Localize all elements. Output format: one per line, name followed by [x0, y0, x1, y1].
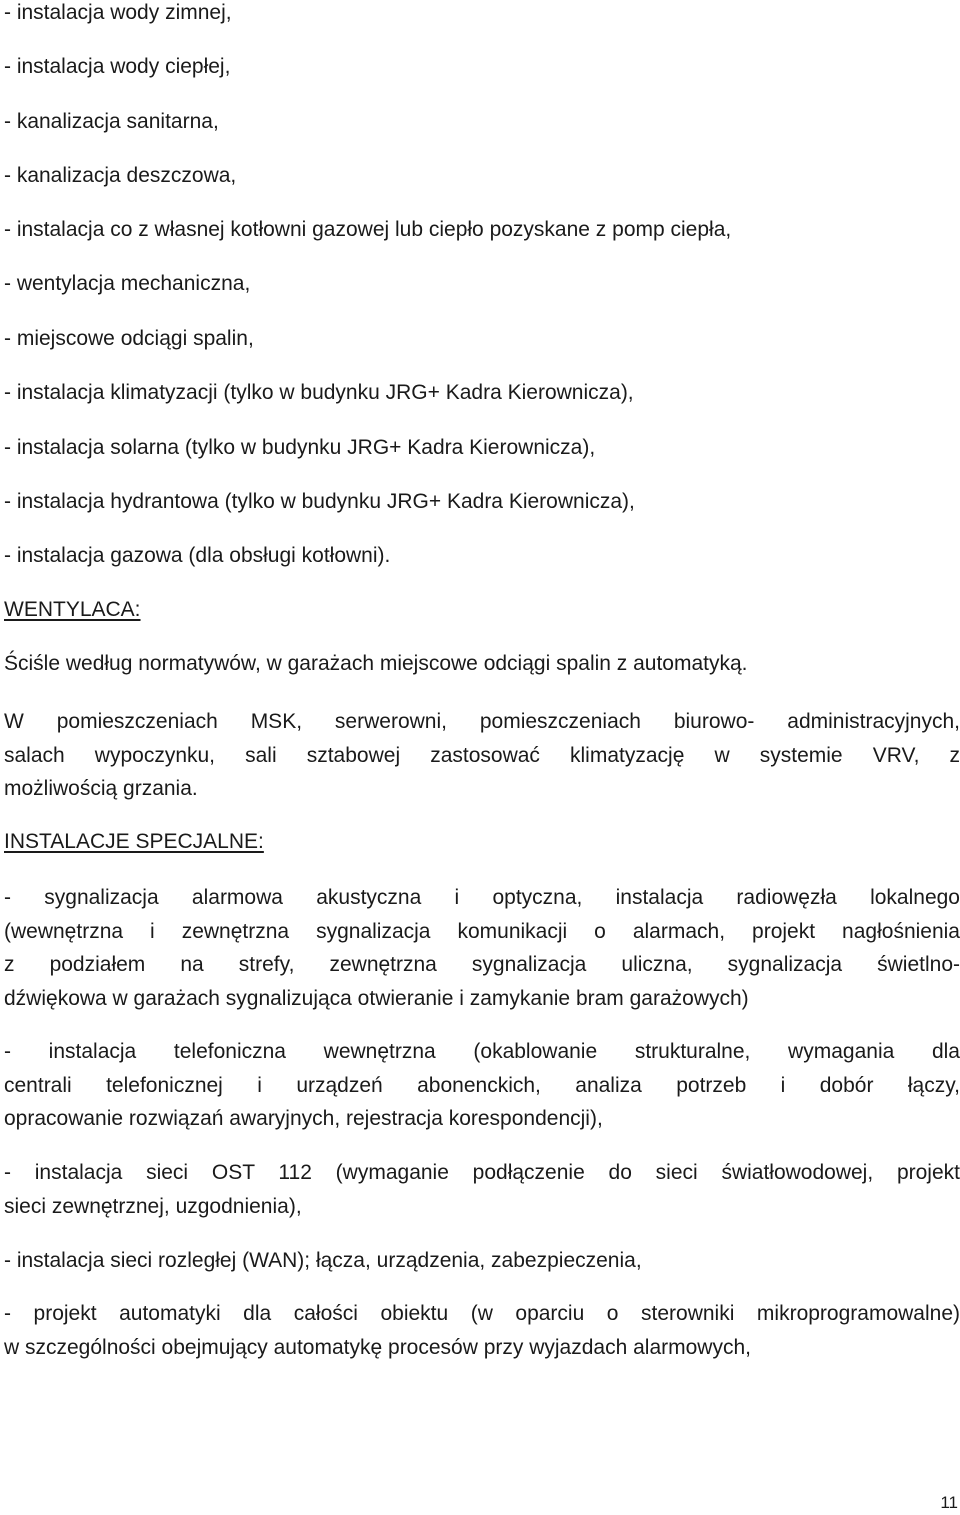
list-item: - miejscowe odciągi spalin, — [4, 327, 254, 350]
paragraph-line: - projekt automatyki dla całości obiektu (w oparciu o sterowniki mikroprogramowalne) — [4, 1302, 960, 1325]
list-item: - instalacja hydrantowa (tylko w budynku JRG+ Kadra Kierownicza), — [4, 490, 635, 513]
list-item: - instalacja gazowa (dla obsługi kotłowni). — [4, 544, 391, 567]
paragraph-line: z podziałem na strefy, zewnętrzna sygnalizacja uliczna, sygnalizacja świetlno- — [4, 953, 960, 976]
ventilation-heading: WENTYLACA: — [4, 598, 141, 621]
paragraph-line: (wewnętrzna i zewnętrzna sygnalizacja komunikacji o alarmach, projekt nagłośnienia — [4, 919, 960, 943]
special-paragraph-ost112 — [4, 1156, 960, 1223]
list-item: - instalacja klimatyzacji (tylko w budynku JRG+ Kadra Kierownicza), — [4, 381, 634, 404]
paragraph-line: dźwiękowa w garażach sygnalizująca otwieranie i zamykanie bram garażowych) — [4, 986, 749, 1010]
paragraph-line: W pomieszczeniach MSK, serwerowni, pomieszczeniach biurowo- administracyjnych, — [4, 710, 960, 733]
paragraph-line: - sygnalizacja alarmowa akustyczna i optyczna, instalacja radiowęzła lokalnego — [4, 886, 960, 909]
special-paragraph-automation — [4, 1297, 960, 1364]
list-item: - kanalizacja sanitarna, — [4, 110, 219, 133]
paragraph-line: opracowanie rozwiązań awaryjnych, rejestracja korespondencji), — [4, 1107, 603, 1130]
paragraph-line: w szczególności obejmujący automatykę procesów przy wyjazdach alarmowych, — [4, 1335, 751, 1359]
list-item: - instalacja solarna (tylko w budynku JRG+ Kadra Kierownicza), — [4, 436, 596, 459]
page-number: 11 — [940, 1493, 958, 1512]
list-item: - instalacja co z własnej kotłowni gazowej lub ciepło pozyskane z pomp ciepła, — [4, 218, 732, 241]
special-paragraph-alarm — [4, 881, 960, 1015]
special-paragraph-telephone — [4, 1035, 960, 1136]
special-installations-heading: INSTALACJE SPECJALNE: — [4, 830, 264, 853]
paragraph-line: sieci zewnętrznej, uzgodnienia), — [4, 1194, 302, 1218]
paragraph-line: centrali telefonicznej i urządzeń abonenckich, analiza potrzeb i dobór łączy, — [4, 1073, 960, 1097]
list-item: - instalacja wody ciepłej, — [4, 55, 231, 78]
paragraph-line: - instalacja telefoniczna wewnętrzna (okablowanie strukturalne, wymagania dla — [4, 1040, 960, 1063]
special-paragraph-wan: - instalacja sieci rozległej (WAN); łącza, urządzenia, zabezpieczenia, — [4, 1249, 642, 1272]
paragraph-line: salach wypoczynku, sali sztabowej zastosować klimatyzację w systemie VRV, z — [4, 743, 960, 767]
list-item: - instalacja wody zimnej, — [4, 1, 232, 24]
list-item: - kanalizacja deszczowa, — [4, 164, 237, 187]
ventilation-sentence: Ściśle według normatywów, w garażach miejscowe odciągi spalin z automatyką. — [4, 652, 748, 675]
paragraph-line: - instalacja sieci OST 112 (wymaganie podłączenie do sieci światłowodowej, projekt — [4, 1161, 960, 1184]
list-item: - wentylacja mechaniczna, — [4, 272, 251, 295]
paragraph-line: możliwością grzania. — [4, 777, 198, 800]
ventilation-paragraph — [4, 705, 960, 806]
